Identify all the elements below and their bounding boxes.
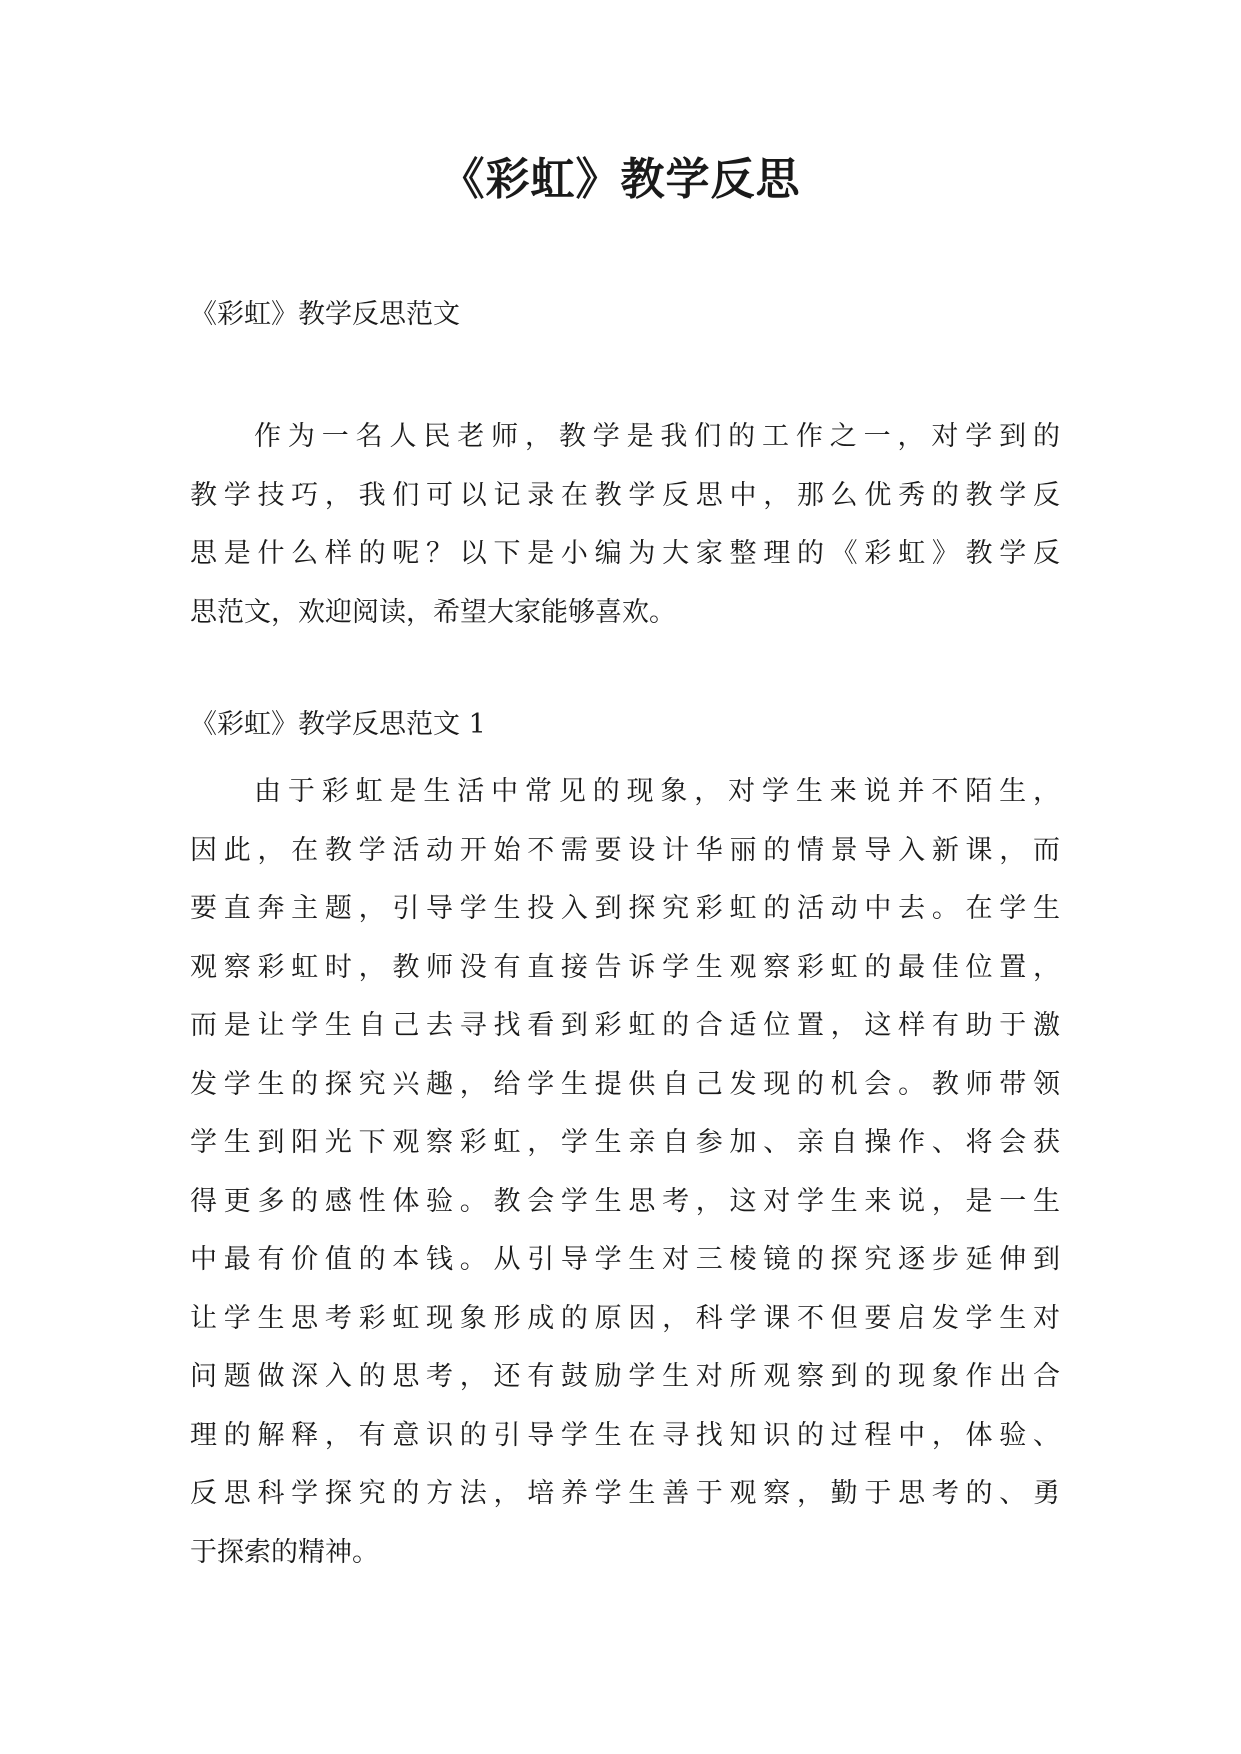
body-line: 中最有价值的本钱。从引导学生对三棱镜的探究逐步延伸到 [190,1244,1060,1275]
section-heading: 《彩虹》教学反思范文 1 [190,709,486,740]
intro-line: 作为一名人民老师，教学是我们的工作之一，对学到的 [254,421,1060,452]
body-line: 问题做深入的思考，还有鼓励学生对所观察到的现象作出合 [190,1361,1060,1392]
body-line: 于探索的精神。 [190,1536,379,1568]
body-line: 得更多的感性体验。教会学生思考，这对学生来说，是一生 [190,1185,1060,1217]
intro-line: 思范文，欢迎阅读，希望大家能够喜欢。 [190,596,676,628]
body-line: 反思科学探究的方法，培养学生善于观察，勤于思考的、勇 [190,1478,1060,1509]
intro-line: 教学技巧，我们可以记录在教学反思中，那么优秀的教学反 [190,479,1060,511]
intro-paragraph [190,408,1060,642]
document-title: 《彩虹》教学反思 [440,154,801,205]
body-line: 由于彩虹是生活中常见的现象，对学生来说并不陌生， [254,776,1060,807]
body-line: 让学生思考彩虹现象形成的原因，科学课不但要启发学生对 [190,1302,1060,1334]
body-line: 理的解释，有意识的引导学生在寻找知识的过程中，体验、 [190,1419,1060,1451]
body-line: 因此，在教学活动开始不需要设计华丽的情景导入新课，而 [190,834,1060,866]
body-paragraph [190,763,1060,1582]
intro-line: 思是什么样的呢？以下是小编为大家整理的《彩虹》教学反 [190,538,1060,569]
document-subtitle: 《彩虹》教学反思范文 [190,299,460,330]
body-line: 学生到阳光下观察彩虹，学生亲自参加、亲自操作、将会获 [190,1127,1060,1158]
body-line: 要直奔主题，引导学生投入到探究彩虹的活动中去。在学生 [190,893,1060,924]
body-line: 观察彩虹时，教师没有直接告诉学生观察彩虹的最佳位置， [190,951,1060,983]
body-line: 而是让学生自己去寻找看到彩虹的合适位置，这样有助于激 [190,1010,1060,1041]
body-line: 发学生的探究兴趣，给学生提供自己发现的机会。教师带领 [190,1068,1060,1100]
